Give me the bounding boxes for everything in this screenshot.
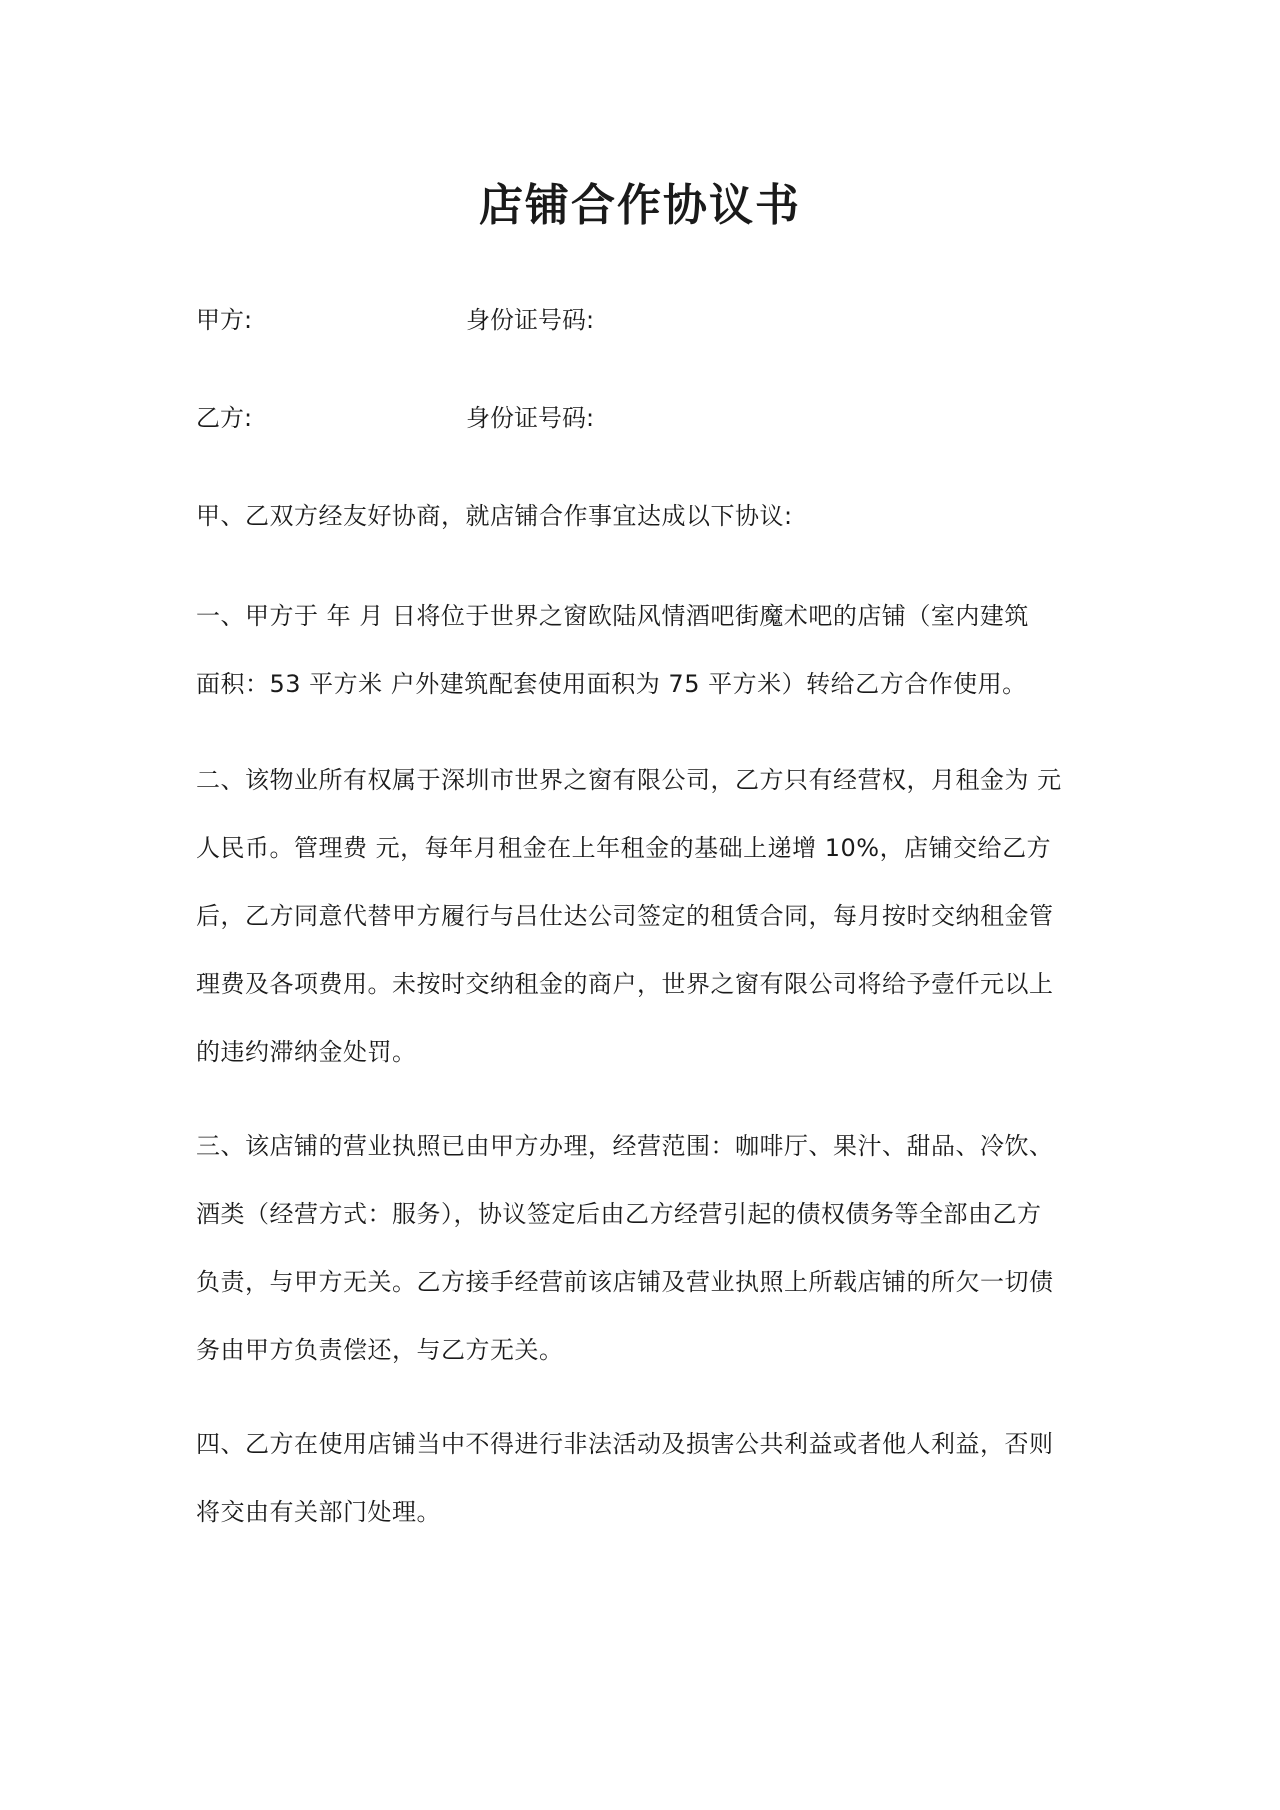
- clause-1-line-2: 面积：53 平方米 户外建筑配套使用面积为 75 平方米）转给乙方合作使用。: [196, 670, 1027, 698]
- party-b-label: 乙方:: [196, 404, 253, 432]
- clause-3: [196, 1112, 1088, 1384]
- clause-2-line-1: 二、该物业所有权属于深圳市世界之窗有限公司，乙方只有经营权，月租金为 元: [196, 766, 1062, 794]
- clause-4-line-2: 将交由有关部门处理。: [196, 1498, 441, 1526]
- clause-3-line-4: 务由甲方负责偿还，与乙方无关。: [196, 1336, 564, 1364]
- clause-1: [196, 582, 1088, 718]
- intro-paragraph: [196, 482, 1088, 550]
- clause-2-line-4: 理费及各项费用。未按时交纳租金的商户，世界之窗有限公司将给予壹仟元以上: [196, 970, 1054, 998]
- clause-4-line-1: 四、乙方在使用店铺当中不得进行非法活动及损害公共利益或者他人利益，否则: [196, 1430, 1054, 1458]
- clause-3-line-2: 酒类（经营方式：服务），协议签定后由乙方经营引起的债权债务等全部由乙方: [196, 1200, 1042, 1228]
- clause-2-line-2: 人民币。管理费 元，每年月租金在上年租金的基础上递增 10%，店铺交给乙方: [196, 834, 1052, 862]
- clause-4: [196, 1410, 1088, 1546]
- clause-1-line-1: 一、甲方于 年 月 日将位于世界之窗欧陆风情酒吧街魔术吧的店铺（室内建筑: [196, 602, 1029, 630]
- intro-text: 甲、乙双方经友好协商，就店铺合作事宜达成以下协议:: [196, 502, 793, 530]
- party-a-label: 甲方:: [196, 306, 253, 334]
- party-a-id-label: 身份证号码:: [466, 306, 595, 334]
- party-b-id-label: 身份证号码:: [466, 404, 595, 432]
- clause-2-line-3: 后，乙方同意代替甲方履行与吕仕达公司签定的租赁合同，每月按时交纳租金管: [196, 902, 1054, 930]
- clause-3-line-1: 三、该店铺的营业执照已由甲方办理，经营范围：咖啡厅、果汁、甜品、冷饮、: [196, 1132, 1054, 1160]
- document-title: 店铺合作协议书: [479, 180, 801, 231]
- clause-2: [196, 746, 1088, 1086]
- clause-3-line-3: 负责，与甲方无关。乙方接手经营前该店铺及营业执照上所载店铺的所欠一切债: [196, 1268, 1054, 1296]
- clause-2-line-5: 的违约滞纳金处罚。: [196, 1038, 417, 1066]
